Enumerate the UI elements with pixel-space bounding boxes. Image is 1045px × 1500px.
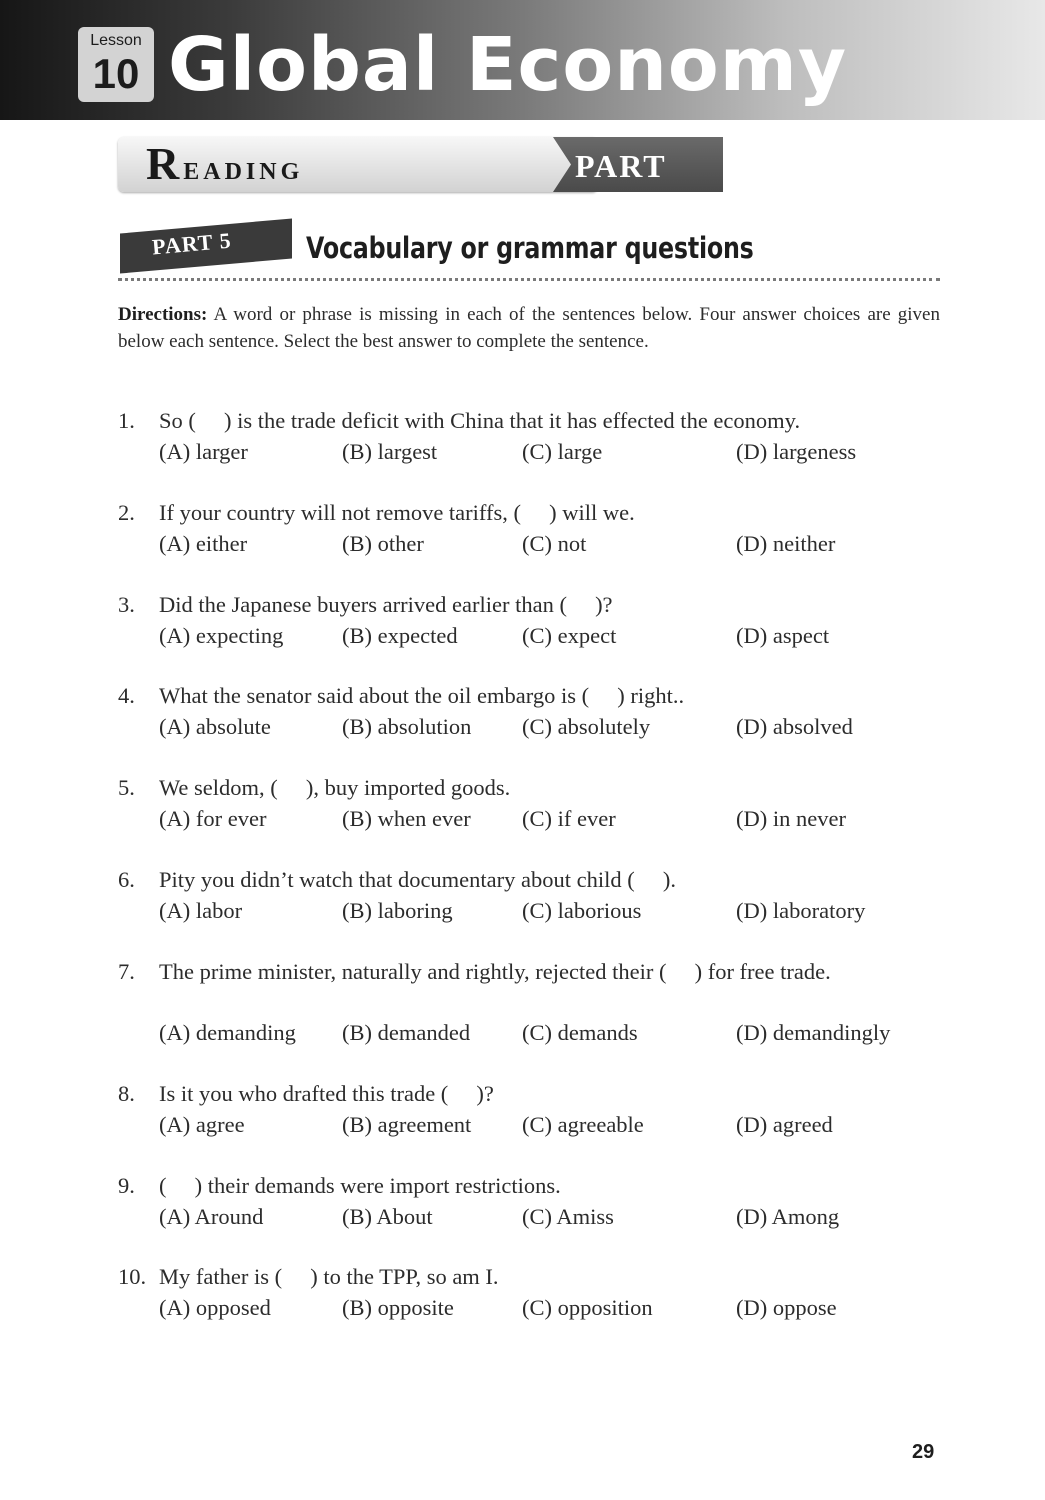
- answer-option[interactable]: (C) expect: [522, 622, 617, 648]
- dotted-divider: [118, 278, 940, 281]
- question-number: 4.: [118, 683, 135, 708]
- question-text: ( ) their demands were import restrictions.: [159, 1173, 561, 1198]
- answer-option[interactable]: (C) Amiss: [522, 1203, 614, 1229]
- answer-option[interactable]: (B) demanded: [342, 1020, 471, 1045]
- lesson-number: 10: [92, 50, 140, 97]
- answer-option[interactable]: (C) agreeable: [522, 1111, 644, 1137]
- answer-option[interactable]: (D) oppose: [736, 1294, 837, 1320]
- answer-option[interactable]: (D) Among: [736, 1203, 840, 1229]
- part5-badge-label: PART 5: [151, 227, 233, 260]
- answer-option[interactable]: (C) not: [522, 530, 587, 556]
- answer-option[interactable]: (A) either: [159, 530, 248, 556]
- answer-option[interactable]: (A) opposed: [159, 1294, 271, 1320]
- answer-option[interactable]: (C) large: [522, 438, 603, 464]
- answer-option[interactable]: (D) in never: [736, 805, 846, 831]
- answer-option[interactable]: (A) labor: [159, 897, 243, 923]
- answer-option[interactable]: (C) demands: [522, 1020, 638, 1045]
- answer-option[interactable]: (B) opposite: [342, 1294, 454, 1320]
- question-text: So ( ) is the trade deficit with China that it has effected the economy.: [159, 408, 801, 433]
- question-number: 8.: [118, 1081, 135, 1106]
- page-number: 29: [912, 1441, 935, 1463]
- answer-option[interactable]: (A) expecting: [159, 622, 284, 648]
- answer-option[interactable]: (A) for ever: [159, 805, 267, 831]
- answer-option[interactable]: (B) laboring: [342, 897, 453, 923]
- question-number: 10.: [118, 1264, 147, 1289]
- question-text: Is it you who drafted this trade ( )?: [159, 1081, 494, 1106]
- question-text: Pity you didn’t watch that documentary about child ( ).: [159, 867, 676, 892]
- answer-option[interactable]: (A) agree: [159, 1111, 245, 1137]
- answer-option[interactable]: (D) demandingly: [736, 1020, 891, 1045]
- answer-option[interactable]: (D) agreed: [736, 1111, 833, 1137]
- lesson-label: Lesson: [90, 32, 142, 49]
- directions: [118, 302, 940, 355]
- answer-option[interactable]: (A) demanding: [159, 1020, 296, 1045]
- answer-option[interactable]: (C) if ever: [522, 805, 616, 831]
- section-title: Vocabulary or grammar questions: [306, 231, 754, 265]
- question-text: If your country will not remove tariffs, ( ) will we.: [159, 500, 635, 525]
- answer-option[interactable]: (A) absolute: [159, 713, 271, 739]
- question-number: 9.: [118, 1173, 135, 1198]
- directions-text: A word or phrase is missing in each of the sentences below. Four answer choices are given below each sentence. Select the best answer to complete the sentence.: [118, 304, 940, 352]
- question-number: 2.: [118, 500, 135, 525]
- question-text: My father is ( ) to the TPP, so am I.: [159, 1264, 499, 1289]
- part-label: PART: [575, 148, 667, 184]
- answer-option[interactable]: (D) largeness: [736, 438, 857, 464]
- answer-option[interactable]: (B) largest: [342, 438, 438, 464]
- page-title: Global Economy: [168, 22, 848, 108]
- question-text: The prime minister, naturally and rightly, rejected their ( ) for free trade.: [159, 959, 831, 984]
- question-number: 5.: [118, 775, 135, 800]
- answer-option[interactable]: (B) when ever: [342, 805, 471, 831]
- question-number: 7.: [118, 959, 135, 984]
- answer-option[interactable]: (D) laboratory: [736, 897, 866, 923]
- answer-option[interactable]: (B) agreement: [342, 1111, 472, 1137]
- answer-option[interactable]: (B) absolution: [342, 713, 472, 739]
- lesson-banner: [0, 0, 1045, 120]
- reading-label: Reading: [146, 138, 304, 189]
- question-number: 1.: [118, 408, 135, 433]
- directions-label: Directions:: [118, 304, 208, 325]
- answer-option[interactable]: (C) opposition: [522, 1294, 653, 1320]
- answer-option[interactable]: (B) expected: [342, 622, 458, 648]
- question-number: 6.: [118, 867, 135, 892]
- answer-option[interactable]: (D) absolved: [736, 713, 853, 739]
- answer-option[interactable]: (B) other: [342, 530, 424, 556]
- question-text: Did the Japanese buyers arrived earlier than ( )?: [159, 592, 613, 617]
- lesson-badge: [78, 27, 154, 102]
- answer-option[interactable]: (A) Around: [159, 1203, 264, 1229]
- answer-option[interactable]: (D) neither: [736, 530, 836, 556]
- question-number: 3.: [118, 592, 135, 617]
- answer-option[interactable]: (C) laborious: [522, 897, 642, 923]
- answer-option[interactable]: (B) About: [342, 1203, 433, 1229]
- answer-option[interactable]: (D) aspect: [736, 622, 830, 648]
- reading-part-banner: [118, 137, 667, 192]
- question-text: What the senator said about the oil embargo is ( ) right..: [159, 683, 685, 708]
- question-text: We seldom, ( ), buy imported goods.: [159, 775, 511, 800]
- answer-option[interactable]: (A) larger: [159, 438, 248, 464]
- answer-option[interactable]: (C) absolutely: [522, 713, 651, 739]
